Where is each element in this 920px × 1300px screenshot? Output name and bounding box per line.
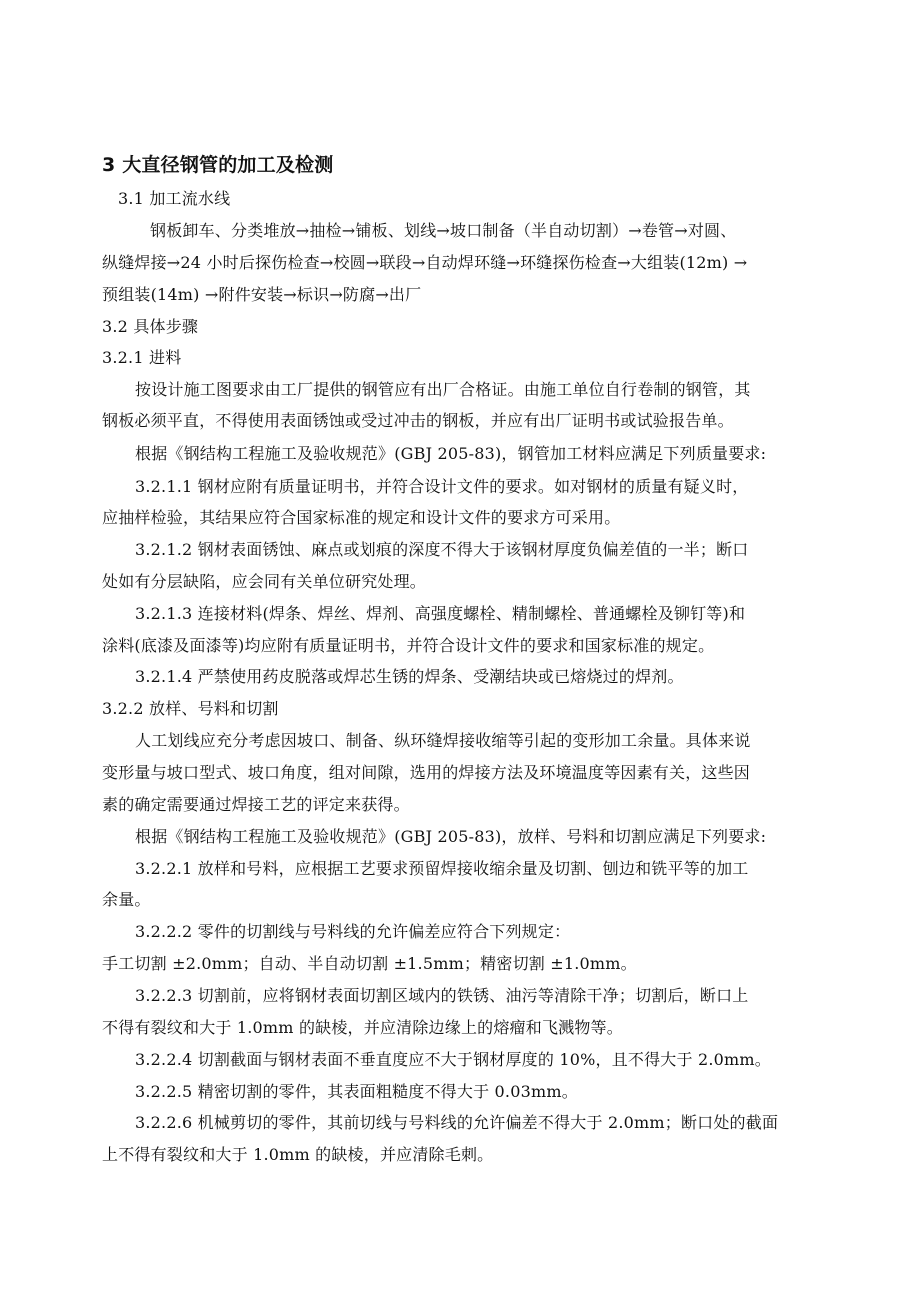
s3223-line-2: 不得有裂纹和大于 1.0mm 的缺棱，并应清除边缘上的熔瘤和飞溅物等。 (102, 1018, 623, 1037)
s3211-line-2: 应抽样检验，其结果应符合国家标准的规定和设计文件的要求方可采用。 (102, 508, 621, 527)
s322-p2: 根据《钢结构工程施工及验收规范》(GBJ 205-83)，放样、号料和切割应满足下列要求: (135, 827, 767, 846)
s3222-line-2: 手工切割 ±2.0mm；自动、半自动切割 ±1.5mm；精密切割 ±1.0mm。 (102, 954, 637, 973)
s32-heading: 3.2 具体步骤 (102, 317, 199, 336)
s3221-line-1: 3.2.2.1 放样和号料，应根据工艺要求预留焊接收缩余量及切割、刨边和铣平等的加工 (135, 859, 749, 878)
s3226-line-1: 3.2.2.6 机械剪切的零件，其前切线与号料线的允许偏差不得大于 2.0mm；断口处的截面 (135, 1113, 779, 1132)
s31-heading: 3.1 加工流水线 (118, 189, 231, 208)
s3225: 3.2.2.5 精密切割的零件，其表面粗糙度不得大于 0.03mm。 (135, 1082, 578, 1101)
s321-p1-line-2: 钢板必须平直，不得使用表面锈蚀或受过冲击的钢板，并应有出厂证明书或试验报告单。 (102, 411, 734, 430)
s321-p1-line-1: 按设计施工图要求由工厂提供的钢管应有出厂合格证。由施工单位自行卷制的钢管，其 (135, 380, 751, 399)
s3212-line-2: 处如有分层缺陷，应会同有关单位研究处理。 (102, 572, 427, 591)
s322-heading: 3.2.2 放样、号料和切割 (102, 699, 279, 718)
s3226-line-2: 上不得有裂纹和大于 1.0mm 的缺棱，并应清除毛刺。 (102, 1145, 494, 1164)
s31-flow-line-2: 纵缝焊接→24 小时后探伤检查→校圆→联段→自动焊环缝→环缝探伤检查→大组装(12m) → (102, 253, 748, 272)
s322-p1-line-3: 素的确定需要通过焊接工艺的评定来获得。 (102, 795, 410, 814)
s3214: 3.2.1.4 严禁使用药皮脱落或焊芯生锈的焊条、受潮结块或已熔烧过的焊剂。 (135, 667, 684, 686)
s321-p2: 根据《钢结构工程施工及验收规范》(GBJ 205-83)，钢管加工材料应满足下列质量要求: (135, 444, 767, 463)
s3212-line-1: 3.2.1.2 钢材表面锈蚀、麻点或划痕的深度不得大于该钢材厚度负偏差值的一半；断口 (135, 540, 749, 559)
s3224: 3.2.2.4 切割截面与钢材表面不垂直度应不大于钢材厚度的 10%，且不得大于 2.0mm。 (135, 1050, 771, 1069)
s31-flow-line-3: 预组装(14m) →附件安装→标识→防腐→出厂 (102, 285, 422, 304)
s31-flow-line-1: 钢板卸车、分类堆放→抽检→铺板、划线→坡口制备（半自动切割）→卷管→对圆、 (150, 221, 737, 240)
s3211-line-1: 3.2.1.1 钢材应附有质量证明书，并符合设计文件的要求。如对钢材的质量有疑义时， (135, 477, 749, 496)
s321-heading: 3.2.1 进料 (102, 348, 182, 367)
s3222-line-1: 3.2.2.2 零件的切割线与号料线的允许偏差应符合下列规定： (135, 922, 571, 941)
s322-p1-line-2: 变形量与坡口型式、坡口角度，组对间隙，选用的焊接方法及环境温度等因素有关，这些因 (102, 763, 751, 782)
s3221-line-2: 余量。 (102, 890, 151, 909)
s3223-line-1: 3.2.2.3 切割前，应将钢材表面切割区域内的铁锈、油污等清除干净；切割后，断口上 (135, 986, 749, 1005)
s3213-line-2: 涂料(底漆及面漆等)均应附有质量证明书，并符合设计文件的要求和国家标准的规定。 (102, 636, 715, 655)
section-title: 3 大直径钢管的加工及检测 (102, 154, 334, 176)
s322-p1-line-1: 人工划线应充分考虑因坡口、制备、纵环缝焊接收缩等引起的变形加工余量。具体来说 (135, 731, 751, 750)
s3213-line-1: 3.2.1.3 连接材料(焊条、焊丝、焊剂、高强度螺栓、精制螺栓、普通螺栓及铆钉等)和 (135, 604, 746, 623)
